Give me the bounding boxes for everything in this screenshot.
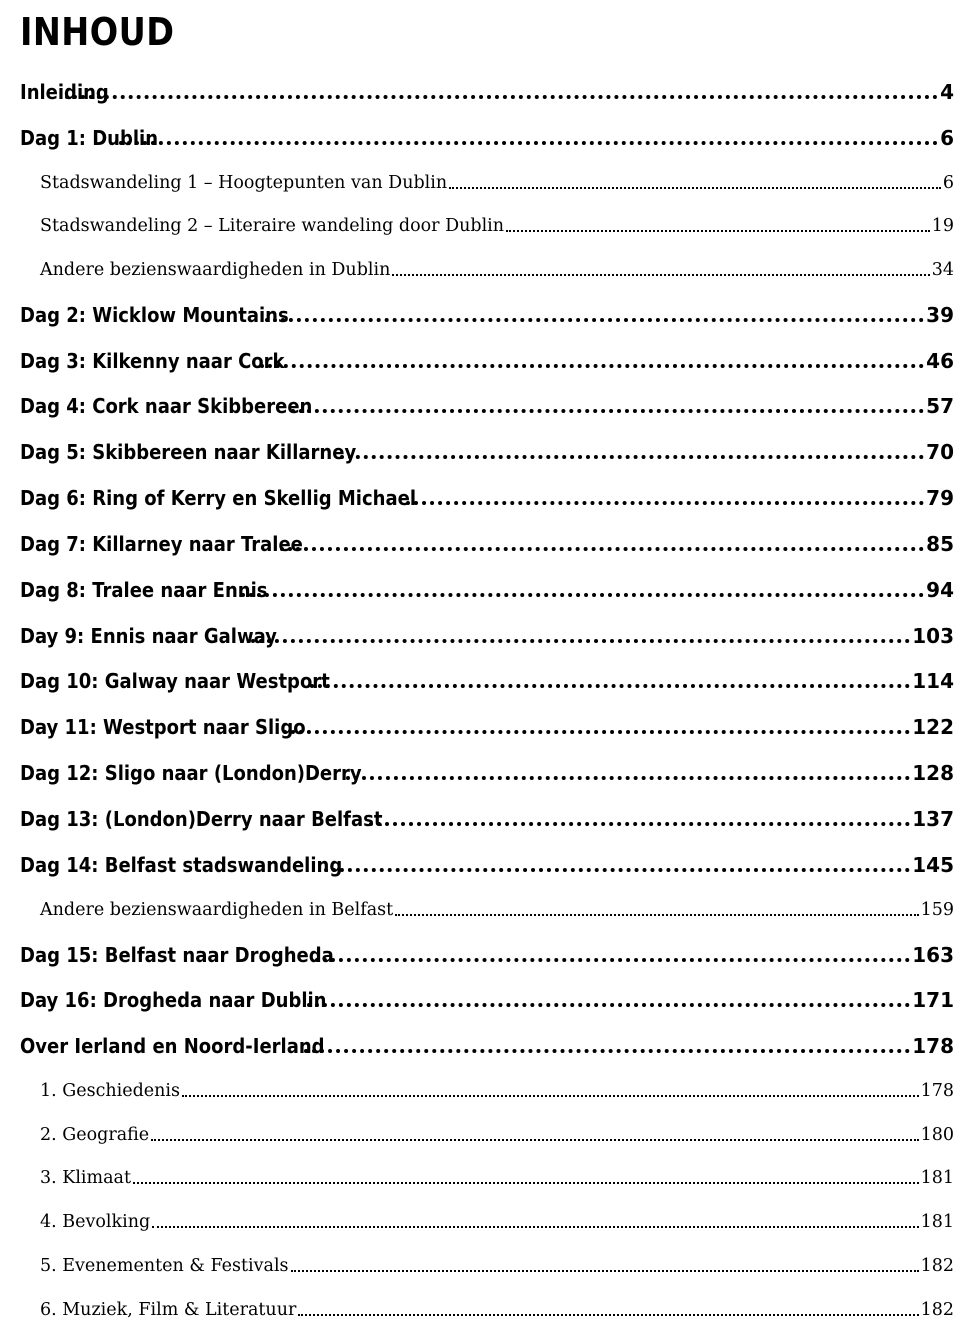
toc-dot-leader [307, 985, 911, 1015]
toc-page-number: 57 [926, 394, 954, 418]
toc-dot-leader [324, 850, 910, 880]
toc-dot-leader [506, 212, 930, 240]
toc-entry-label: Andere bezienswaardigheden in Belfast [40, 900, 394, 920]
toc-entry-label: 5. Evenementen & Festivals [40, 1256, 289, 1276]
toc-entry[interactable] [20, 758, 954, 788]
toc-dot-leader [369, 804, 911, 834]
toc-dot-leader [406, 483, 924, 513]
toc-entry[interactable] [20, 300, 954, 330]
toc-entry-label: 1. Geschiedenis [40, 1081, 181, 1101]
toc-dot-leader [251, 621, 910, 651]
toc-dot-leader [65, 77, 938, 107]
toc-entry[interactable] [40, 169, 954, 197]
toc-entry-label: Stadswandeling 2 – Literaire wandeling door Dublin [40, 216, 505, 236]
toc-page-number: 39 [926, 303, 954, 327]
toc-page-number: 163 [912, 943, 954, 967]
toc-dot-leader [241, 575, 924, 605]
toc-dot-leader [283, 712, 910, 742]
toc-entry[interactable] [20, 985, 954, 1015]
toc-dot-leader [280, 529, 924, 559]
toc-entry-label: Over Ierland en Noord-Ierland [20, 1034, 325, 1058]
toc-page-number: 182 [920, 1256, 954, 1276]
toc-page-number: 19 [931, 216, 954, 236]
toc-dot-leader [265, 300, 925, 330]
toc-entry-label: Stadswandeling 1 – Hoogtepunten van Dublin [40, 173, 448, 193]
toc-entry[interactable] [40, 896, 954, 924]
toc-entry[interactable] [20, 575, 954, 605]
toc-entry[interactable] [20, 666, 954, 696]
toc-dot-leader [298, 1296, 918, 1324]
toc-entry[interactable] [20, 940, 954, 970]
toc-page-number: 46 [926, 349, 954, 373]
toc-page-number: 178 [920, 1081, 954, 1101]
toc-dot-leader [291, 1252, 919, 1280]
toc-entry-label: 4. Bevolking [40, 1212, 151, 1232]
toc-page-number: 128 [912, 761, 954, 785]
toc-dot-leader [119, 123, 938, 153]
toc-page-number: 4 [940, 80, 954, 104]
toc-entry[interactable] [40, 1164, 954, 1192]
toc-entry[interactable] [20, 123, 954, 153]
toc-page-number: 145 [912, 853, 954, 877]
toc-page-number: 137 [912, 807, 954, 831]
toc-entry[interactable] [20, 850, 954, 880]
toc-entry-label: Dag 2: Wicklow Mountains [20, 303, 289, 327]
toc-page-number: 34 [931, 260, 954, 280]
toc-page-number: 122 [912, 715, 954, 739]
toc-entry-label: Dag 13: (London)Derry naar Belfast [20, 807, 383, 831]
toc-entry-label: Dag 6: Ring of Kerry en Skellig Michael [20, 486, 416, 510]
toc-page-number: 181 [920, 1212, 954, 1232]
toc-entry-label: Dag 1: Dublin [20, 126, 159, 150]
toc-page-number: 178 [912, 1034, 954, 1058]
toc-dot-leader [449, 169, 941, 197]
toc-entry[interactable] [20, 529, 954, 559]
toc-dot-leader [310, 666, 910, 696]
toc-page-number: 171 [912, 988, 954, 1012]
toc-dot-leader [346, 758, 911, 788]
toc-entry[interactable] [40, 1296, 954, 1324]
toc-entry-label: Day 9: Ennis naar Galway [20, 624, 277, 648]
toc-entry[interactable] [20, 437, 954, 467]
toc-entry[interactable] [40, 1077, 954, 1105]
toc-entry[interactable] [40, 1121, 954, 1149]
toc-entry-label: Dag 15: Belfast naar Drogheda [20, 943, 334, 967]
toc-dot-leader [304, 1031, 910, 1061]
toc-entry[interactable] [20, 391, 954, 421]
toc-page-number: 79 [926, 486, 954, 510]
toc-entry-label: Dag 10: Galway naar Westport [20, 669, 330, 693]
toc-page-number: 182 [920, 1300, 954, 1320]
toc-page-number: 6 [940, 126, 954, 150]
toc-page-number: 70 [926, 440, 954, 464]
toc-entry-label: Dag 5: Skibbereen naar Killarney [20, 440, 357, 464]
toc-dot-leader [133, 1164, 919, 1192]
toc-entry-label: Dag 7: Killarney naar Tralee [20, 532, 303, 556]
toc-entry-label: Day 16: Drogheda naar Dublin [20, 988, 327, 1012]
toc-entry-label: Dag 12: Sligo naar (London)Derry [20, 761, 362, 785]
toc-entry[interactable] [40, 1252, 954, 1280]
toc-page-number: 103 [912, 624, 954, 648]
toc-page-number: 159 [920, 900, 954, 920]
toc-entry[interactable] [20, 804, 954, 834]
toc-dot-leader [340, 437, 925, 467]
toc-entry[interactable] [40, 1208, 954, 1236]
toc-dot-leader [392, 256, 929, 284]
toc-entry-label: Dag 8: Tralee naar Ennis [20, 578, 268, 602]
toc-page-number: 6 [942, 173, 954, 193]
toc-page-number: 180 [920, 1125, 954, 1145]
toc-dot-leader [315, 940, 911, 970]
toc-entry-label: Dag 4: Cork naar Skibbereen [20, 394, 313, 418]
toc-entry-label: Andere bezienswaardigheden in Dublin [40, 260, 391, 280]
toc-entry[interactable] [20, 1031, 954, 1061]
toc-entry-label: Inleiding [20, 80, 109, 104]
toc-entry[interactable] [20, 346, 954, 376]
toc-entry[interactable] [40, 212, 954, 240]
toc-dot-leader [152, 1208, 918, 1236]
toc-entry-label: Dag 14: Belfast stadswandeling [20, 853, 343, 877]
toc-page-number: 114 [912, 669, 954, 693]
toc-page-number: 181 [920, 1168, 954, 1188]
toc-entry[interactable] [20, 77, 954, 107]
toc-entry[interactable] [20, 712, 954, 742]
toc-entry[interactable] [20, 483, 954, 513]
toc-entry[interactable] [20, 621, 954, 651]
toc-entry-label: Dag 3: Kilkenny naar Cork [20, 349, 285, 373]
toc-dot-leader [291, 391, 924, 421]
toc-entry[interactable] [40, 256, 954, 284]
toc-entry-label: 3. Klimaat [40, 1168, 132, 1188]
toc-entry-label: 6. Muziek, Film & Literatuur [40, 1300, 297, 1320]
toc-dot-leader [260, 346, 924, 376]
page-title: INHOUD [20, 10, 175, 54]
toc-dot-leader [182, 1077, 919, 1105]
toc-entry-label: Day 11: Westport naar Sligo [20, 715, 306, 739]
toc-entry-label: 2. Geografie [40, 1125, 150, 1145]
toc-page-number: 94 [926, 578, 954, 602]
toc-page [20, 0, 954, 1335]
toc-dot-leader [151, 1121, 918, 1149]
toc-dot-leader [395, 896, 918, 924]
toc-page-number: 85 [926, 532, 954, 556]
